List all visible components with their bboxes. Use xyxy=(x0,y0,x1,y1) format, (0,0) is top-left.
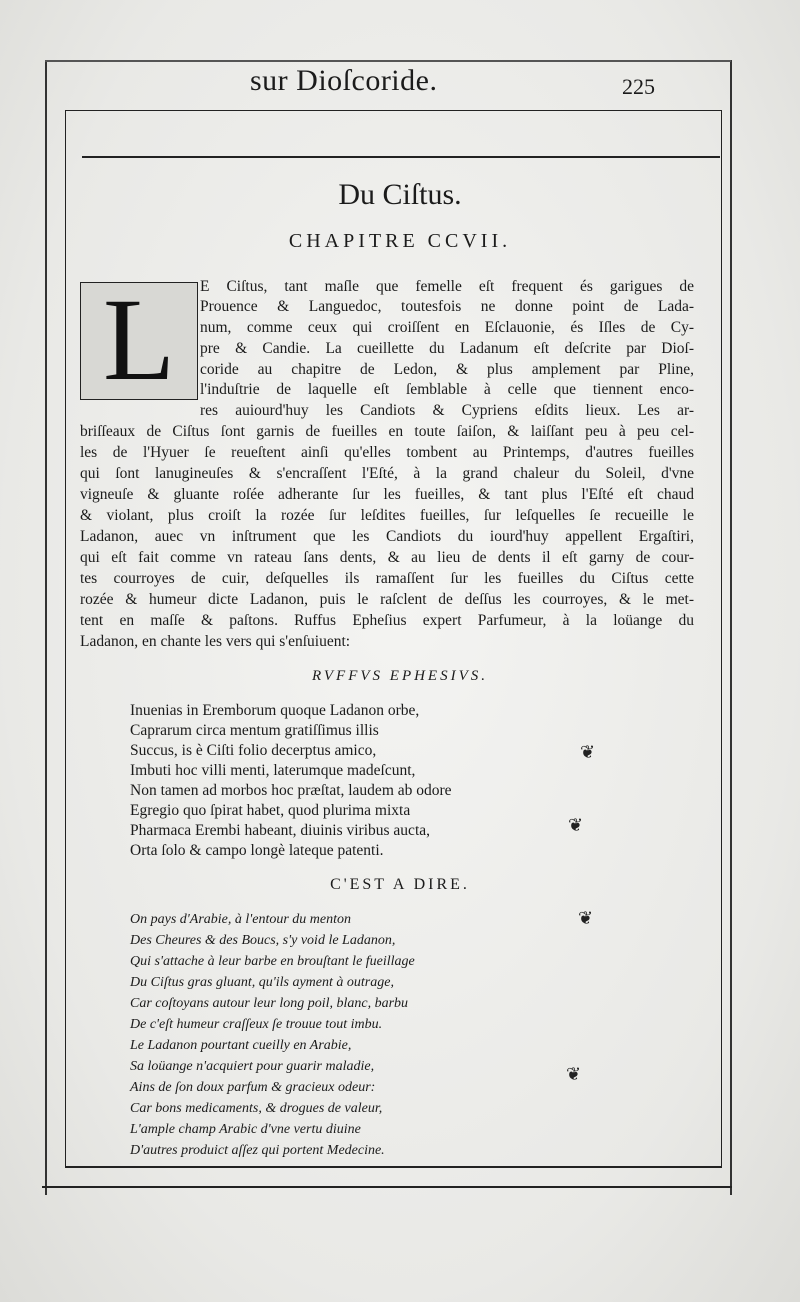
french-verse-line: Car bons medicaments, & drogues de valeur, xyxy=(130,1101,383,1116)
body-line: qui ſont lanugineuſes & s'encraſſent l'Eſté, à la grand chaleur du Soleil, d'vne xyxy=(80,465,694,482)
ornamental-dropcap xyxy=(80,274,198,405)
french-verse-line: Car coſtoyans autour leur long poil, blanc, barbu xyxy=(130,996,409,1011)
french-verse-heading: C'EST A DIRE. xyxy=(330,876,470,893)
latin-verse-line: Pharmaca Erembi habeant, diuinis viribus aucta, xyxy=(130,822,431,839)
body-line: briſſeaux de Ciſtus ſont garnis de fueilles en toute ſaiſon, & laiſſant peu à peu cel- xyxy=(80,423,694,440)
latin-verse-line: Succus, is è Ciſti folio decerptus amico, xyxy=(130,742,377,759)
body-line: num, comme ceux qui croiſſent en Eſclauonie, és Iſles de Cy- xyxy=(200,319,694,336)
latin-verse-line: Non tamen ad morbos hoc præſtat, laudem ab odore xyxy=(130,782,452,799)
body-line: tes courroyes de cuir, deſquelles ils ramaſſent ſur les fueilles du Ciſtus cette xyxy=(80,570,694,587)
body-line: vigneuſe & gluante roſée adherante ſur les fueilles, & tant plus l'Eſté eſt chaud xyxy=(80,486,694,503)
body-line: rozée & humeur dicte Ladanon, puis le raſclent de deſſus les courroyes, & le met- xyxy=(80,591,694,608)
page-number: 225 xyxy=(622,74,655,99)
french-verse-line: On pays d'Arabie, à l'entour du menton xyxy=(130,912,352,927)
french-verse-line: Ains de ſon doux parfum & gracieux odeur: xyxy=(130,1080,376,1095)
french-verse-line: Sa loüange n'acquiert pour guarir maladie, xyxy=(130,1059,375,1074)
header-rule xyxy=(82,156,720,158)
page-bottom-rule xyxy=(42,1186,732,1188)
latin-verse-line: Egregio quo ſpirat habet, quod plurima mixta xyxy=(130,802,411,819)
french-verse-line: De c'eſt humeur craſſeux ſe trouue tout imbu. xyxy=(130,1017,383,1032)
latin-verse-line: Inuenias in Eremborum quoque Ladanon orbe, xyxy=(130,702,420,719)
chapter-heading: CHAPITRE CCVII. xyxy=(288,230,512,252)
fleuron-ornament-icon: ❦ xyxy=(580,742,596,763)
french-verse-line: Du Ciſtus gras gluant, qu'ils ayment à outrage, xyxy=(130,975,394,990)
body-line: res auiourd'huy les Candiots & Cypriens eſdits lieux. Les ar- xyxy=(200,402,694,419)
running-head: sur Dioſcoride. xyxy=(250,64,438,97)
body-line: pre & Candie. La cueillette du Ladanum eſt deſcrite par Dioſ- xyxy=(200,340,694,357)
body-line: Ladanon, en chante les vers qui s'enſuiuent: xyxy=(80,633,351,650)
fleuron-ornament-icon: ❦ xyxy=(578,908,594,929)
page-border-top xyxy=(45,60,731,62)
latin-verse-heading: RVFFVS EPHESIVS. xyxy=(311,668,489,684)
fleuron-ornament-icon: ❦ xyxy=(568,815,584,836)
fleuron-ornament-icon: ❦ xyxy=(566,1064,582,1085)
dropcap-letter: L xyxy=(102,274,176,405)
body-line: E Ciſtus, tant maſle que femelle eſt frequent és garigues de xyxy=(200,278,694,295)
latin-verse-line: Orta ſolo & campo longè lateque patenti. xyxy=(130,842,384,859)
body-line: & violant, plus croiſt la rozée ſur leſdites fueilles, ſur leſquelles ſe recueille le xyxy=(80,507,694,524)
body-line: tent en maſſe & paſtons. Ruffus Epheſius expert Parfumeur, à la loüange du xyxy=(80,612,694,629)
body-line: Prouence & Languedoc, toutesfois ne donne point de Lada- xyxy=(200,298,694,315)
body-line: qui eſt fait comme vn rateau ſans dents, & au lieu de dents il eſt garny de cour- xyxy=(80,549,694,566)
section-title: Du Ciſtus. xyxy=(338,178,462,211)
french-verse-line: L'ample champ Arabic d'vne vertu diuine xyxy=(130,1122,361,1137)
french-verse-line: Le Ladanon pourtant cueilly en Arabie, xyxy=(130,1038,352,1053)
latin-verse-line: Imbuti hoc villi menti, laterumque madeſcunt, xyxy=(130,762,416,779)
body-line: Ladanon, auec vn inſtrument que les Candiots du iourd'huy appellent Ergaſtiri, xyxy=(80,528,694,545)
french-verse-line: Qui s'attache à leur barbe en brouſtant le fueillage xyxy=(130,954,415,969)
frame-bottom-rule xyxy=(65,1166,722,1168)
body-line: l'induſtrie de laquelle eſt ſemblable à celle que tiennent enco- xyxy=(200,381,694,398)
latin-verse-line: Caprarum circa mentum gratiſſimus illis xyxy=(130,722,379,739)
body-line: les de l'Hyuer ſe reueſtent ainſi qu'elles tombent au Printemps, d'autres fueilles xyxy=(80,444,694,461)
french-verse-line: D'autres produict aſſez qui portent Medecine. xyxy=(130,1143,385,1158)
body-line: coride au chapitre de Ledon, & plus amplement par Pline, xyxy=(200,361,694,378)
french-verse-line: Des Cheures & des Boucs, s'y void le Ladanon, xyxy=(130,933,396,948)
